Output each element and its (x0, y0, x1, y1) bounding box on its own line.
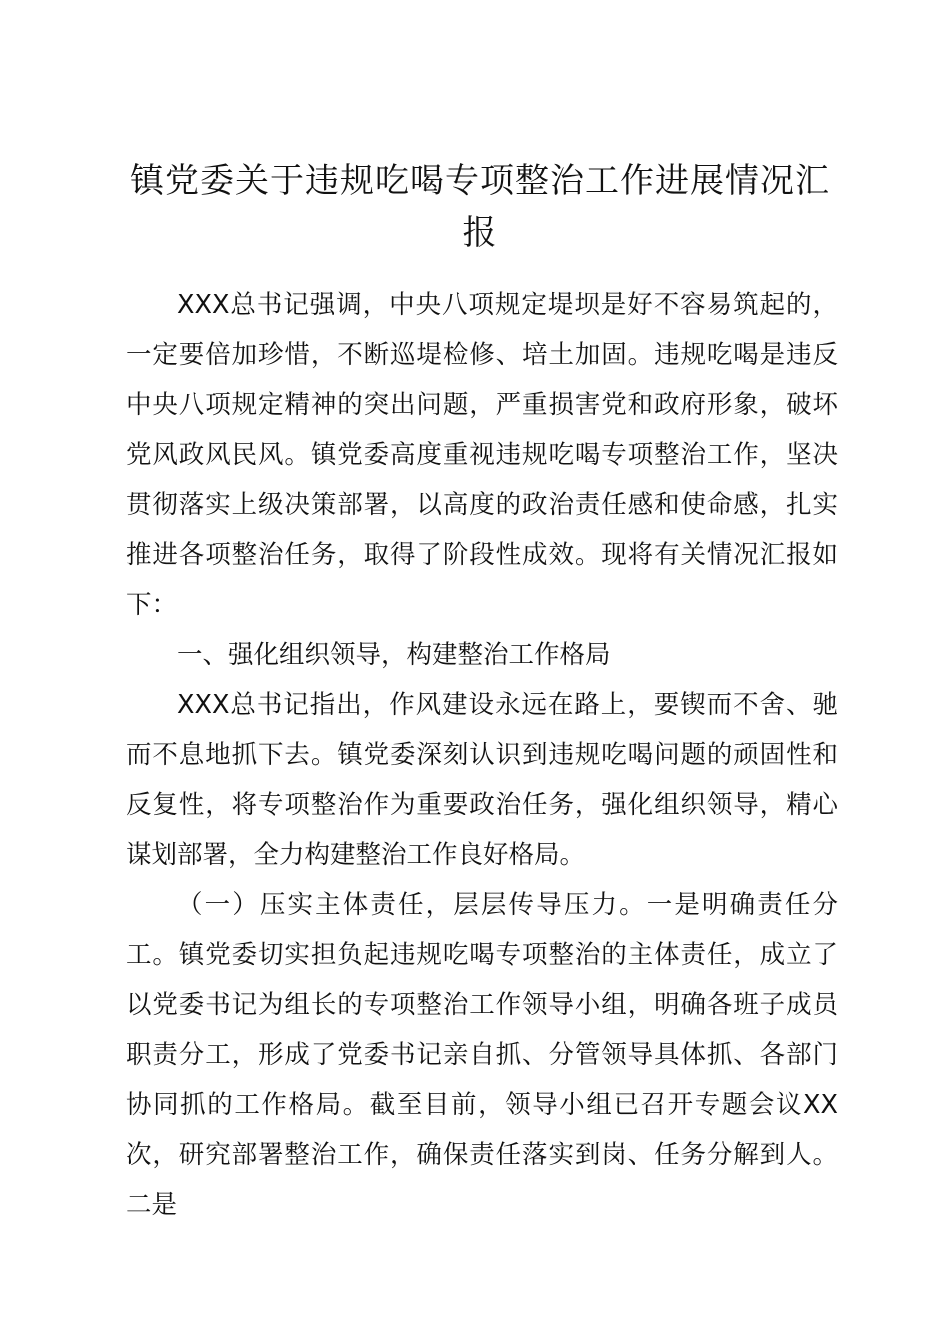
paragraph-subsection-1: （一）压实主体责任，层层传导压力。一是明确责任分工。镇党委切实担负起违规吃喝专项整治的主体责任，成立了以党委书记为组长的专项整治工作领导小组，明确各班子成员职责分工，形成了党委书记亲自抓、分管领导具体抓、各部门协同抓的工作格局。截至目前，领导小组已召开专题会议XX次，研究部署整治工作，确保责任落实到岗、任务分解到人。二是 (126, 890, 838, 1220)
document-title: 镇党委关于违规吃喝专项整治工作进展情况汇报 (130, 161, 830, 253)
document-body (126, 280, 838, 1230)
paragraph-section-1: XXX总书记指出，作风建设永远在路上，要锲而不舍、驰而不息地抓下去。镇党委深刻认识到违规吃喝问题的顽固性和反复性，将专项整治作为重要政治任务，强化组织领导，精心谋划部署，全力构建整治工作良好格局。 (126, 690, 838, 870)
section-heading-1: 一、强化组织领导，构建整治工作格局 (177, 640, 611, 670)
paragraph-intro: XXX总书记强调，中央八项规定堤坝是好不容易筑起的，一定要倍加珍惜，不断巡堤检修、培土加固。违规吃喝是违反中央八项规定精神的突出问题，严重损害党和政府形象，破坏党风政风民风。镇党委高度重视违规吃喝专项整治工作，坚决贯彻落实上级决策部署，以高度的政治责任感和使命感，扎实推进各项整治任务，取得了阶段性成效。现将有关情况汇报如下： (126, 290, 838, 620)
